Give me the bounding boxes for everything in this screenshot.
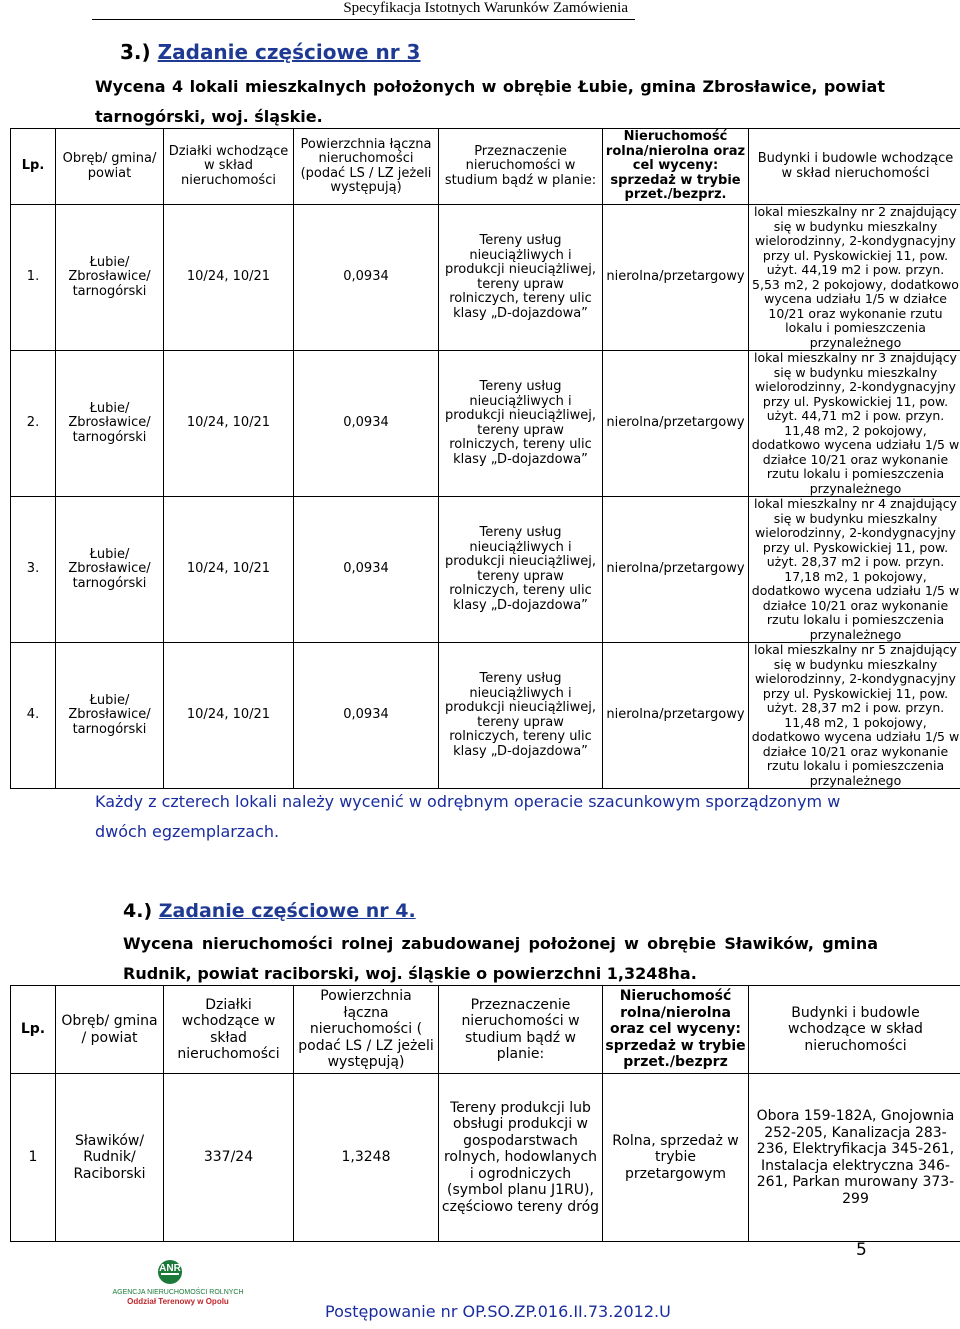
footer-reference: Postępowanie nr OP.SO.ZP.016.II.73.2012.U: [325, 1302, 671, 1321]
col-header-obreb: Obręb/ gmina / powiat: [56, 986, 164, 1074]
cell-przeznaczenie: Tereny usług nieuciążliwych i produkcji nieuciążliwej, tereny upraw rolniczych, tereny ulic klasy „D-dojazdowa”: [439, 351, 603, 497]
cell-obreb: Sławików/ Rudnik/ Raciborski: [56, 1074, 164, 1242]
section3-title: [120, 40, 420, 64]
table-row: [11, 497, 960, 643]
cell-lp: 1.: [11, 205, 56, 351]
cell-lp: 3.: [11, 497, 56, 643]
cell-powierzchnia: 0,0934: [294, 643, 439, 789]
cell-lp: 4.: [11, 643, 56, 789]
cell-obreb: Łubie/ Zbrosławice/ tarnogórski: [56, 497, 164, 643]
section3-intro: Wycena 4 lokali mieszkalnych położonych w obrębie Łubie, gmina Zbrosławice, powiat tarnogórski, woj. śląskie.: [95, 77, 885, 126]
logo-line1: AGENCJA NIERUCHOMOŚCI ROLNYCH: [112, 1289, 244, 1296]
cell-lp: 2.: [11, 351, 56, 497]
cell-rodzaj: nierolna/przetargowy: [603, 643, 749, 789]
cell-budynki: lokal mieszkalny nr 2 znajdujący się w budynku mieszkalny wielorodzinny, 2-kondygnacyjny przy ul. Pyskowickiej 11, pow. użyt. 44,19 m2 i pow. przyn. 5,53 m2, 2 pokojowy, dodatkowo wycena udziału 1/5 w działce 10/21 oraz wykonanie rzutu lokalu i pomieszczenia przynależnego: [749, 205, 960, 351]
table-row: [11, 643, 960, 789]
section4-title: [123, 900, 416, 922]
cell-budynki: lokal mieszkalny nr 5 znajdujący się w budynku mieszkalny wielorodzinny, 2-kondygnacyjny przy ul. Pyskowickiej 11, pow. użyt. 28,37 m2 i pow. przyn. 11,48 m2, 1 pokojowy, dodatkowo wycena udziału 1/5 w działce 10/21 oraz wykonanie rzutu lokalu i pomieszczenia przynależnego: [749, 643, 960, 789]
cell-obreb: Łubie/ Zbrosławice/ tarnogórski: [56, 205, 164, 351]
cell-dzialki: 10/24, 10/21: [164, 351, 294, 497]
col-header-przeznaczenie: Przeznaczenie nieruchomości w studium bądź w planie:: [439, 129, 603, 205]
col-header-obreb: Obręb/ gmina/ powiat: [56, 129, 164, 205]
col-header-przeznaczenie: Przeznaczenie nieruchomości w studium bądź w planie:: [439, 986, 603, 1074]
cell-dzialki: 10/24, 10/21: [164, 205, 294, 351]
section3-table: [10, 128, 960, 789]
cell-powierzchnia: 0,0934: [294, 205, 439, 351]
anr-logo: [108, 1258, 248, 1310]
cell-powierzchnia: 1,3248: [294, 1074, 439, 1242]
header-divider: [92, 19, 635, 20]
cell-powierzchnia: 0,0934: [294, 351, 439, 497]
table-row: [11, 351, 960, 497]
table-header-row: [11, 986, 960, 1074]
cell-lp: 1: [11, 1074, 56, 1242]
table-row: [11, 1074, 960, 1242]
page-header-title: Specyfikacja Istotnych Warunków Zamówienia: [343, 0, 628, 16]
cell-przeznaczenie: Tereny usług nieuciążliwych i produkcji nieuciążliwej, tereny upraw rolniczych, tereny ulic klasy „D-dojazdowa”: [439, 643, 603, 789]
section4-title-link[interactable]: Zadanie częściowe nr 4.: [158, 900, 416, 922]
col-header-powierzchnia: Powierzchnia łączna nieruchomości (podać LS / LZ jeżeli występują): [294, 129, 439, 205]
col-header-rodzaj: Nieruchomość rolna/nierolna oraz cel wyceny: sprzedaż w trybie przet./bezprz: [603, 986, 749, 1074]
logo-short: ANR: [159, 1263, 181, 1274]
cell-rodzaj: nierolna/przetargowy: [603, 205, 749, 351]
cell-powierzchnia: 0,0934: [294, 497, 439, 643]
cell-obreb: Łubie/ Zbrosławice/ tarnogórski: [56, 351, 164, 497]
section4-prefix: 4.): [123, 900, 159, 922]
cell-budynki: Obora 159-182A, Gnojownia 252-205, Kanalizacja 283-236, Elektryfikacja 345-261, Instalacja elektryczna 346-261, Parkan murowany 373-299: [749, 1074, 960, 1242]
cell-dzialki: 10/24, 10/21: [164, 643, 294, 789]
logo-line2: Oddział Terenowy w Opolu: [127, 1297, 229, 1306]
cell-rodzaj: Rolna, sprzedaż w trybie przetargowym: [603, 1074, 749, 1242]
cell-dzialki: 337/24: [164, 1074, 294, 1242]
page-number: 5: [856, 1240, 867, 1260]
cell-budynki: lokal mieszkalny nr 4 znajdujący się w budynku mieszkalny wielorodzinny, 2-kondygnacyjny przy ul. Pyskowickiej 11, pow. użyt. 28,37 m2 i pow. przyn. 17,18 m2, 1 pokojowy, dodatkowo wycena udziału 1/5 w działce 10/21 oraz wykonanie rzutu lokalu i pomieszczenia przynależnego: [749, 497, 960, 643]
cell-przeznaczenie: Tereny usług nieuciążliwych i produkcji nieuciążliwej, tereny upraw rolniczych, tereny ulic klasy „D-dojazdowa”: [439, 205, 603, 351]
section3-prefix: 3.): [120, 40, 158, 64]
col-header-budynki: Budynki i budowle wchodzące w skład nieruchomości: [749, 986, 960, 1074]
col-header-rodzaj: Nieruchomość rolna/nierolna oraz cel wyceny: sprzedaż w trybie przet./bezprz.: [603, 129, 749, 205]
col-header-budynki: Budynki i budowle wchodzące w skład nieruchomości: [749, 129, 960, 205]
col-header-dzialki: Działki wchodzące w skład nieruchomości: [164, 129, 294, 205]
section4-table: [10, 985, 960, 1242]
col-header-lp: Lp.: [11, 986, 56, 1074]
col-header-dzialki: Działki wchodzące w skład nieruchomości: [164, 986, 294, 1074]
cell-budynki: lokal mieszkalny nr 3 znajdujący się w budynku mieszkalny wielorodzinny, 2-kondygnacyjny przy ul. Pyskowickiej 11, pow. użyt. 44,71 m2 i pow. przyn. 11,48 m2, 2 pokojowy, dodatkowo wycena udziału 1/5 w działce 10/21 oraz wykonanie rzutu lokalu i pomieszczenia przynależnego: [749, 351, 960, 497]
cell-dzialki: 10/24, 10/21: [164, 497, 294, 643]
col-header-powierzchnia: Powierzchnia łączna nieruchomości ( podać LS / LZ jeżeli występują): [294, 986, 439, 1074]
table-row: [11, 205, 960, 351]
cell-przeznaczenie: Tereny usług nieuciążliwych i produkcji nieuciążliwej, tereny upraw rolniczych, tereny ulic klasy „D-dojazdowa”: [439, 497, 603, 643]
table-header-row: [11, 129, 960, 205]
anr-logo-icon: [108, 1258, 248, 1310]
cell-rodzaj: nierolna/przetargowy: [603, 497, 749, 643]
col-header-lp: Lp.: [11, 129, 56, 205]
section4-intro: Wycena nieruchomości rolnej zabudowanej położonej w obrębie Sławików, gmina Rudnik, powiat raciborski, woj. śląskie o powierzchni 1,3248ha.: [123, 934, 878, 983]
cell-rodzaj: nierolna/przetargowy: [603, 351, 749, 497]
cell-przeznaczenie: Tereny produkcji lub obsługi produkcji w gospodarstwach rolnych, hodowlanych i ogrodniczych (symbol planu J1RU), częściowo tereny dróg: [439, 1074, 603, 1242]
section3-note: Każdy z czterech lokali należy wycenić w odrębnym operacie szacunkowym sporządzonym w dwóch egzemplarzach.: [95, 792, 841, 841]
section3-title-link[interactable]: Zadanie częściowe nr 3: [157, 40, 421, 64]
cell-obreb: Łubie/ Zbrosławice/ tarnogórski: [56, 643, 164, 789]
